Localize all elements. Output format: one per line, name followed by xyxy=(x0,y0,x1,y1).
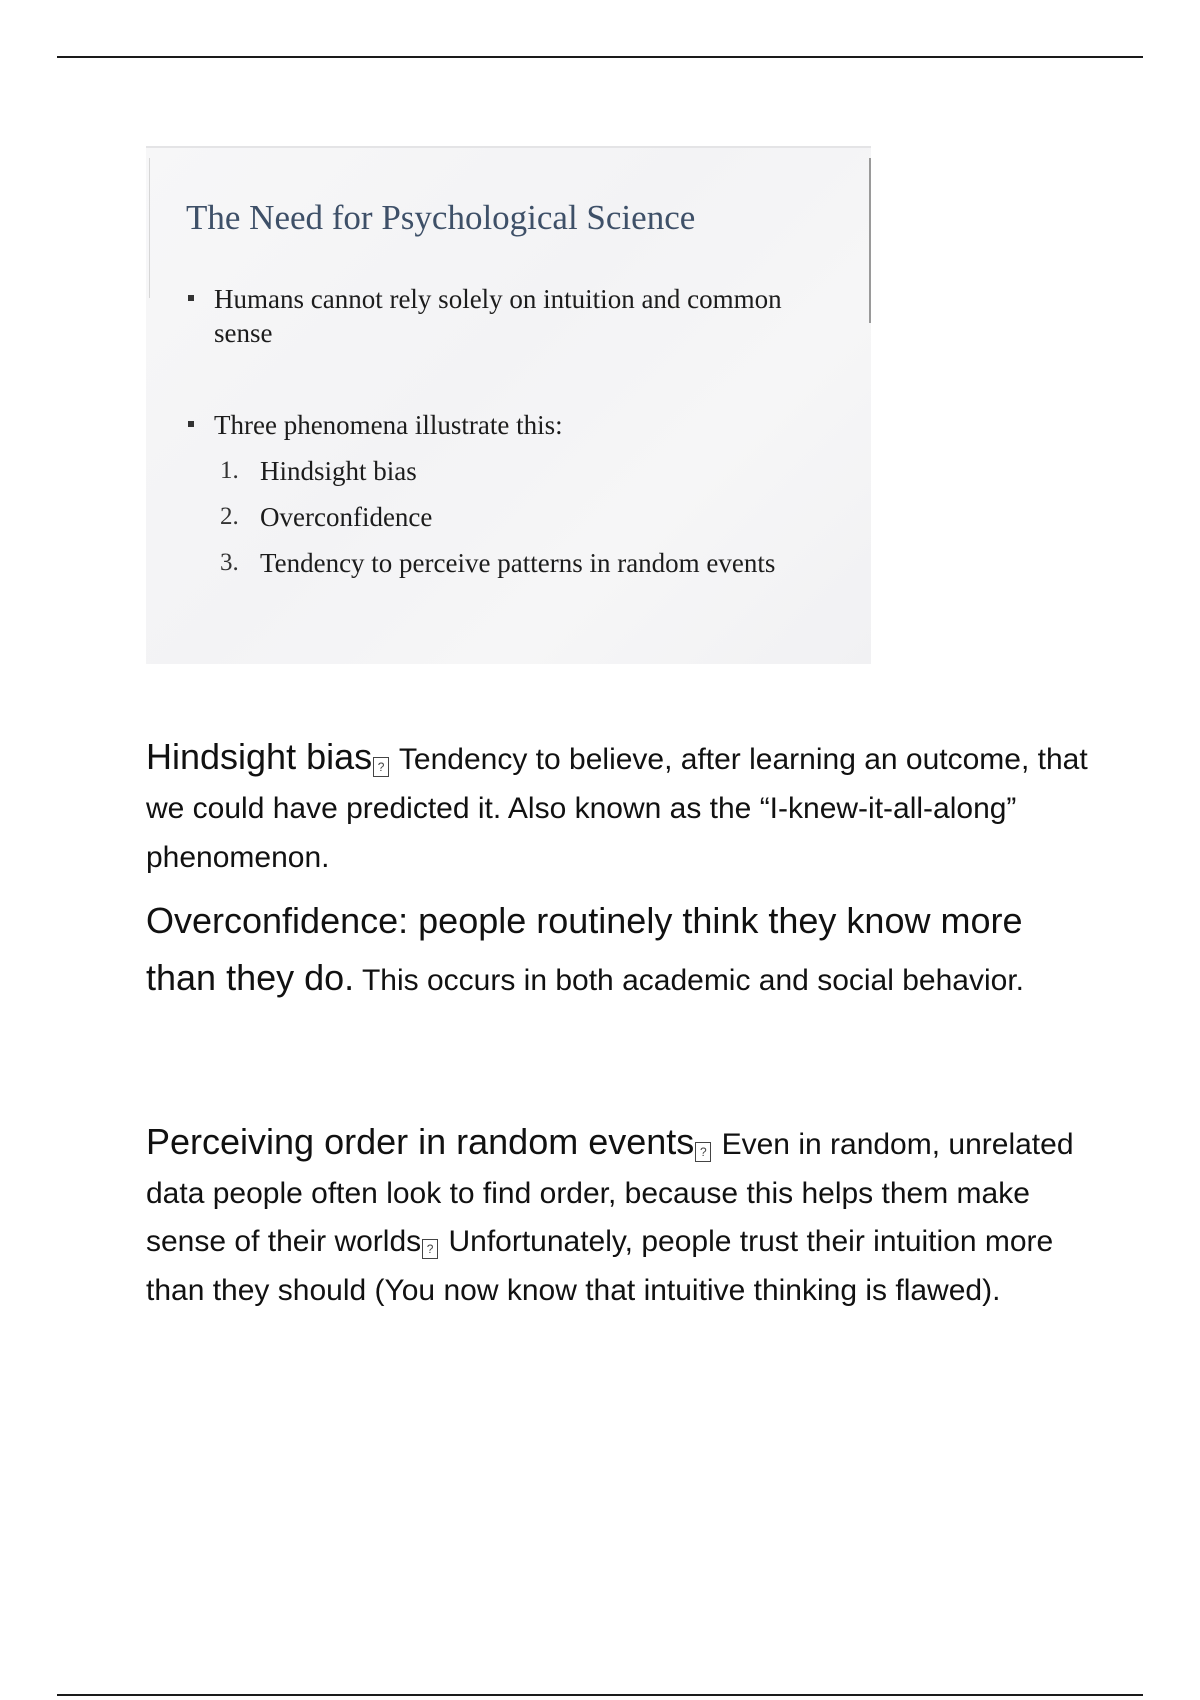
item-text: Tendency to perceive patterns in random events xyxy=(260,548,776,578)
slide-image xyxy=(146,146,871,664)
item-number: 2. xyxy=(220,503,239,530)
slide-bullet-text: Humans cannot rely solely on intuition and common sense xyxy=(214,284,782,348)
term-perceiving-order: Perceiving order in random events xyxy=(146,1121,695,1162)
slide-bullet-list xyxy=(186,282,846,592)
missing-glyph-icon: ? xyxy=(422,1239,438,1259)
bullet-square-icon xyxy=(188,421,194,427)
slide-right-edge xyxy=(869,158,871,323)
numbered-item xyxy=(220,546,846,580)
paragraph-overconfidence xyxy=(146,894,1096,1008)
missing-glyph-icon: ? xyxy=(373,757,389,777)
definition-text: This occurs in both academic and social behavior. xyxy=(354,964,1024,997)
slide-numbered-list xyxy=(186,454,846,580)
definition-text: Unfortunately, people trust their intuition more than they should (You now know that intuitive thinking is flawed). xyxy=(146,1225,1054,1307)
header-rule xyxy=(57,56,1143,58)
paragraph-hindsight-bias xyxy=(146,732,1096,882)
slide-bullet-text: Three phenomena illustrate this: xyxy=(214,410,563,440)
missing-glyph-icon: ? xyxy=(695,1142,711,1162)
item-text: Overconfidence xyxy=(260,502,433,532)
item-number: 3. xyxy=(220,549,239,576)
numbered-item xyxy=(220,454,846,488)
term-hindsight-bias: Hindsight bias xyxy=(146,736,373,777)
paragraph-perceiving-order xyxy=(146,1118,1096,1315)
definition-text: Tendency to believe, after learning an outcome, that we could have predicted it. Also known as the “I-knew-it-all-along” phenomenon. xyxy=(146,743,1088,874)
definition-text: Even in random, unrelated data people often look to find order, because this helps them make sense of their worlds xyxy=(146,1128,1074,1258)
item-text: Hindsight bias xyxy=(260,456,417,486)
slide-bullet xyxy=(186,408,846,442)
slide-left-edge xyxy=(149,158,150,298)
term-overconfidence: Overconfidence: people routinely think they know more than they do. xyxy=(146,900,1023,998)
numbered-item xyxy=(220,500,846,534)
slide-bullet xyxy=(186,282,846,350)
slide-title: The Need for Psychological Science xyxy=(186,198,696,237)
bullet-square-icon xyxy=(188,295,194,301)
item-number: 1. xyxy=(220,457,239,484)
footer-rule xyxy=(57,1694,1143,1696)
